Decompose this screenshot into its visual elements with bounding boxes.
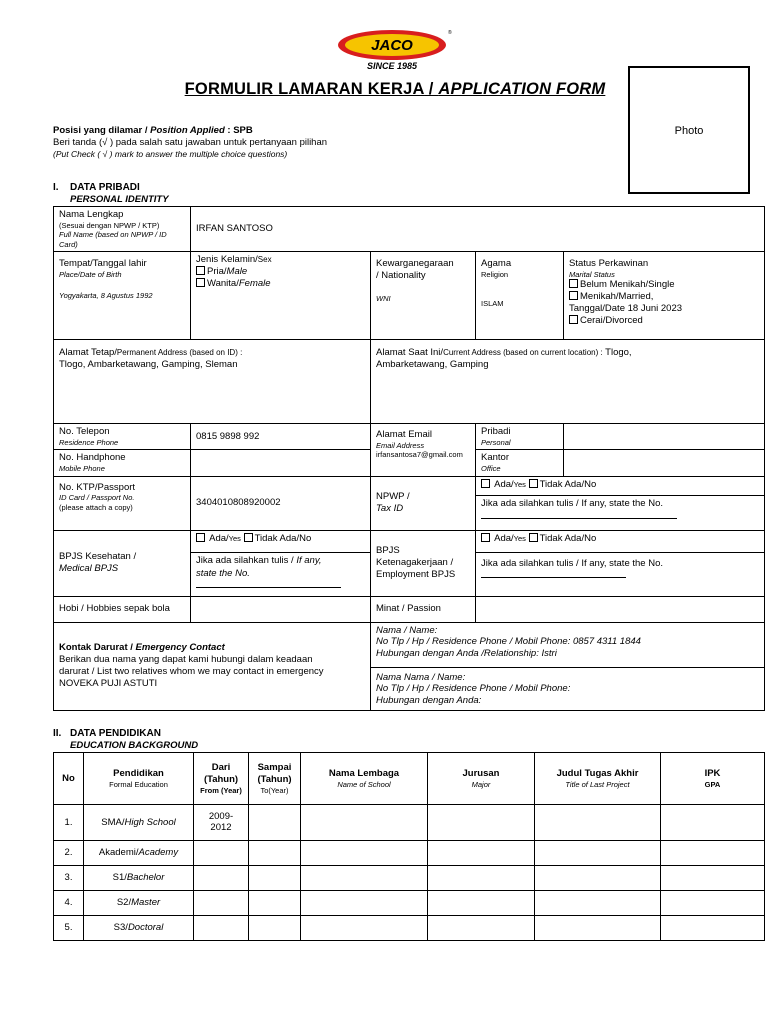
education-table <box>53 752 765 941</box>
bpjs-kes-value-cell: Ada/Yes Tidak Ada/No Jika ada silahkan tulis / If any, state the No. <box>191 530 371 596</box>
permanent-address-cell[interactable]: Alamat Tetap/Permanent Address (based on ID) : Tlogo, Ambarketawang, Gamping, Sleman <box>54 340 371 424</box>
jaco-logo <box>336 28 456 72</box>
checkbox-icon[interactable] <box>481 479 490 488</box>
education-header-row <box>54 753 765 805</box>
emergency-name-value[interactable]: NOVEKA PUJI ASTUTI <box>59 677 158 689</box>
checkbox-icon[interactable] <box>569 291 578 300</box>
handphone-label-cell: No. Handphone Mobile Phone <box>54 450 191 476</box>
col-gpa: IPK GPA <box>661 753 765 805</box>
handphone-value[interactable] <box>191 450 371 476</box>
col-project: Judul Tugas Akhir Title of Last Project <box>535 753 661 805</box>
instruction-id: Beri tanda (√ ) pada salah satu jawaban untuk pertanyaan pilihan <box>53 137 328 148</box>
table-row: 2. Akademi/Academy <box>54 841 765 866</box>
col-level: Pendidikan Formal Education <box>84 753 194 805</box>
bpjs-tk-yes-no[interactable]: Ada/Yes Tidak Ada/No <box>476 531 764 553</box>
photo-box[interactable] <box>628 66 750 194</box>
ktp-label-cell: No. KTP/Passport ID Card / Passport No. (please attach a copy) <box>54 476 191 530</box>
marriage-date[interactable]: Tanggal/Date 18 Juni 2023 <box>569 303 683 314</box>
email-office-value[interactable] <box>564 450 765 476</box>
table-row: 1. SMA/High School 2009-2012 <box>54 805 765 841</box>
col-to: Sampai (Tahun) To(Year) <box>249 753 301 805</box>
emergency-contacts-cell <box>371 622 765 710</box>
religion-cell: Agama Religion ISLAM <box>476 252 564 340</box>
gender-male-option[interactable]: Pria/Male <box>196 266 365 278</box>
section1-number: I. <box>53 182 59 193</box>
npwp-yes-no[interactable]: Ada/Yes Tidak Ada/No <box>476 477 764 496</box>
logo-tagline: SINCE 1985 <box>366 61 418 71</box>
ktp-value[interactable]: 3404010808920002 <box>191 476 371 530</box>
passion-value[interactable] <box>476 596 765 622</box>
gender-female-option[interactable]: Wanita/Female <box>196 278 365 290</box>
email-private-value[interactable] <box>564 424 765 450</box>
gender-cell: Jenis Kelamin/Sex Pria/Male Wanita/Female <box>191 252 371 340</box>
email-office-label: Kantor Office <box>476 450 564 476</box>
emergency-contact-2[interactable]: Nama Nama / Name: No Tlp / Hp / Residence Phone / Mobil Phone: Hubungan dengan Anda: <box>376 671 571 707</box>
bpjs-tk-value-cell: Ada/Yes Tidak Ada/No Jika ada silahkan tulis / If any, state the No. <box>476 530 765 596</box>
section2-title: DATA PENDIDIKAN <box>70 728 161 739</box>
bpjs-kes-yes-no[interactable]: Ada/Yes Tidak Ada/No <box>191 531 370 553</box>
marital-single-option[interactable]: Belum Menikah/Single <box>569 279 759 291</box>
marital-divorced-option[interactable]: Cerai/Divorced <box>569 315 759 327</box>
personal-table <box>53 206 765 711</box>
photo-label: Photo <box>674 125 704 137</box>
checkbox-icon[interactable] <box>196 533 205 542</box>
religion-value[interactable]: ISLAM <box>481 299 504 309</box>
bpjs-kes-label-cell: BPJS Kesehatan / Medical BPJS <box>54 530 191 596</box>
marital-cell: Status Perkawinan Marital Status Belum Menikah/Single Menikah/Married, Tanggal/Date 18 Juni 2023 Cerai/Divorced <box>564 252 765 340</box>
npwp-value-cell: Ada/Yes Tidak Ada/No Jika ada silahkan tulis / If any, state the No. <box>476 476 765 530</box>
logo-text: JACO <box>371 37 413 54</box>
svg-text:®: ® <box>448 30 452 36</box>
phone-value[interactable]: 0815 9898 992 <box>191 424 371 450</box>
email-cell: Alamat Email Email Address irfansantosa7@gmail.com <box>371 424 476 477</box>
email-private-label: Pribadi Personal <box>476 424 564 450</box>
col-from: Dari (Tahun) From (Year) <box>194 753 249 805</box>
hobby-cell[interactable]: Hobi / Hobbies sepak bola <box>54 596 191 622</box>
hobby-value[interactable] <box>191 596 371 622</box>
checkbox-icon[interactable] <box>481 533 490 542</box>
table-row: 4. S2/Master <box>54 891 765 916</box>
title-id: FORMULIR LAMARAN KERJA <box>184 80 425 98</box>
checkbox-icon[interactable] <box>569 279 578 288</box>
col-major: Jurusan Major <box>428 753 535 805</box>
checkbox-icon[interactable] <box>569 315 578 324</box>
section2-subtitle: EDUCATION BACKGROUND <box>70 740 199 751</box>
phone-label-cell: No. Telepon Residence Phone <box>54 424 191 450</box>
checkbox-icon[interactable] <box>529 479 538 488</box>
npwp-label-cell: NPWP / Tax ID <box>371 476 476 530</box>
emergency-cell: Kontak Darurat / Emergency Contact Berikan dua nama yang dapat kami hubungi dalam keadaan darurat / List two relatives whom we may contact in emergency NOVEKA PUJI ASTUTI <box>54 622 371 710</box>
current-address-cell[interactable]: Alamat Saat Ini/Current Address (based on current location) : Tlogo, Ambarketawang, Gamping <box>371 340 765 424</box>
marital-married-option[interactable]: Menikah/Married, <box>569 291 759 303</box>
passion-label: Minat / Passion <box>371 596 476 622</box>
col-no: No <box>54 753 84 805</box>
checkbox-icon[interactable] <box>196 278 205 287</box>
birth-cell: Tempat/Tanggal lahir Place/Date of Birth Yogyakarta, 8 Agustus 1992 <box>54 252 191 340</box>
checkbox-icon[interactable] <box>196 266 205 275</box>
current-address-value: Ambarketawang, Gamping <box>376 358 489 370</box>
nationality-value[interactable]: WNI <box>376 293 391 303</box>
email-value[interactable]: irfansantosa7@gmail.com <box>376 450 463 460</box>
instruction-en: (Put Check ( √ ) mark to answer the multiple choice questions) <box>53 149 288 159</box>
bpjs-kes-number-line[interactable] <box>196 583 341 588</box>
col-school: Nama Lembaga Name of School <box>301 753 428 805</box>
checkbox-icon[interactable] <box>244 533 253 542</box>
name-value[interactable]: IRFAN SANTOSO <box>191 207 765 252</box>
birth-value[interactable]: Yogyakarta, 8 Agustus 1992 <box>59 291 153 301</box>
section1-title: DATA PRIBADI <box>70 182 140 193</box>
npwp-number-line[interactable] <box>481 512 677 519</box>
bpjs-tk-label-cell: BPJS Ketenagakerjaan / Employment BPJS <box>371 530 476 596</box>
name-label-cell: Nama Lengkap (Sesuai dengan NPWP / KTP) Full Name (based on NPWP / ID Card) <box>54 207 191 252</box>
table-row: 5. S3/Doctoral <box>54 916 765 941</box>
bpjs-tk-number-line[interactable] <box>481 569 626 578</box>
title-en: APPLICATION FORM <box>438 80 606 98</box>
position-applied: Posisi yang dilamar / Position Applied : SPB <box>53 125 253 136</box>
nationality-cell: Kewarganegaraan / Nationality WNI <box>371 252 476 340</box>
section2-number: II. <box>53 728 62 739</box>
title-separator: / <box>424 80 439 98</box>
permanent-address-value: Tlogo, Ambarketawang, Gamping, Sleman <box>59 358 238 370</box>
checkbox-icon[interactable] <box>529 533 538 542</box>
section1-subtitle: PERSONAL IDENTITY <box>70 194 169 205</box>
table-row: 3. S1/Bachelor <box>54 866 765 891</box>
position-value: SPB <box>233 125 253 136</box>
emergency-contact-1[interactable]: Nama / Name: No Tlp / Hp / Residence Phone / Mobil Phone: 0857 4311 1844 Hubungan dengan Anda /Relationship: Istri <box>371 623 764 668</box>
